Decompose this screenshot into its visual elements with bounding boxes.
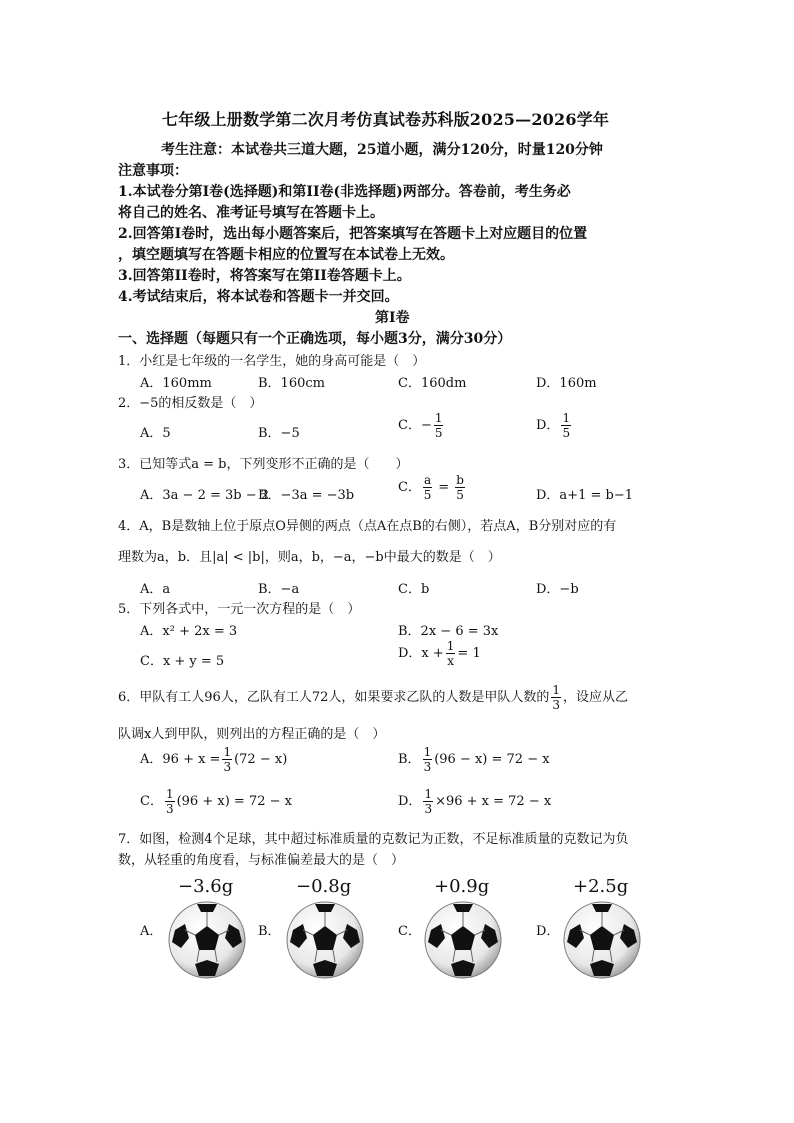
fraction-numerator: 1 [562, 411, 571, 425]
q4-option-c: C．b [398, 582, 430, 597]
q5-option-d-prefix: D．x + [398, 646, 444, 661]
fraction-numerator: 1 [424, 787, 433, 801]
q3-option-d: D．a+1 = b−1 [536, 488, 633, 503]
q5-option-c: C．x + y = 5 [140, 654, 225, 669]
q7-option-b: B． [258, 924, 281, 939]
fraction-denominator: 5 [562, 426, 571, 440]
fraction-denominator: 3 [552, 698, 560, 712]
q2-option-d-prefix: D． [536, 418, 560, 433]
q2-option-c-prefix: C．− [398, 418, 432, 433]
fraction-denominator: x [447, 654, 454, 668]
instruction-line: 1.本试卷分第Ⅰ卷(选择题)和第II卷(非选择题)两部分。答卷前，考生务必 [118, 184, 571, 200]
question-4-line1: 4．A，B是数轴上位于原点O异侧的两点（点A在点B的右侧），若点A，B分别对应的有 [118, 519, 617, 534]
ball-d-mass-label: +2.5g [573, 876, 629, 897]
question-2-stem: 2．−5的相反数是（ ） [118, 396, 263, 411]
q3-option-b: B．−3a = −3b [258, 488, 355, 503]
fraction [222, 746, 232, 773]
question-1-stem: 1．小红是七年级的一名学生，她的身高可能是（ ） [118, 354, 426, 369]
q3-option-a: A．3a − 2 = 3b − 2 [140, 488, 270, 503]
instruction-line: ，填空题填写在答题卡相应的位置写在本试卷上无效。 [118, 247, 454, 263]
question-7-line1: 7．如图，检测4个足球，其中超过标准质量的克数记为正数，不足标准质量的克数记为负 [118, 832, 629, 847]
exam-title: 七年级上册数学第二次月考仿真试卷苏科版2025—2026学年 [162, 110, 610, 129]
fraction-numerator: 1 [434, 411, 443, 425]
ball-b-mass-label: −0.8g [296, 876, 352, 897]
question-6-line1 [118, 684, 628, 711]
q6-option-c-prefix: C． [140, 794, 163, 809]
fraction [423, 474, 432, 501]
soccer-ball-icon [167, 900, 247, 980]
instruction-line: 2.回答第Ⅰ卷时，选出每小题答案后，把答案填写在答题卡上对应题目的位置 [118, 226, 588, 242]
q6-option-c-suffix: (96 + x) = 72 − x [176, 794, 292, 809]
q7-option-c: C． [398, 924, 421, 939]
q6-option-d-prefix: D． [398, 794, 422, 809]
q1-option-c: C．160dm [398, 376, 467, 391]
q6-line1-text: 6．甲队有工人96人，乙队有工人72人，如果要求乙队的人数是甲队人数的 [118, 690, 550, 705]
fraction-denominator: 5 [434, 426, 443, 440]
q6-option-a-prefix: A．96 + x = [140, 752, 221, 767]
q6-line1-tail: ，设应从乙 [563, 690, 629, 705]
fraction-numerator: 1 [423, 745, 432, 759]
q5-option-d [398, 640, 481, 667]
q6-option-b [398, 746, 550, 773]
question-5-stem: 5．下列各式中，一元一次方程的是（ ） [118, 602, 361, 617]
question-6-line2: 队调x人到甲队，则列出的方程正确的是（ ） [118, 727, 386, 742]
fraction [165, 788, 175, 815]
fraction [551, 684, 561, 711]
q6-option-b-suffix: (96 − x) = 72 − x [434, 752, 550, 767]
fraction-denominator: 3 [223, 760, 232, 774]
q4-option-b: B．−a [258, 582, 300, 597]
ball-c-mass-label: +0.9g [434, 876, 490, 897]
fraction-numerator: 1 [552, 683, 560, 697]
fraction [423, 746, 433, 773]
soccer-ball-icon [285, 900, 365, 980]
q4-option-d: D．−b [536, 582, 579, 597]
fraction-denominator: 5 [456, 488, 464, 502]
fraction [561, 412, 571, 439]
q2-option-c [398, 412, 445, 439]
q1-option-a: A．160mm [140, 376, 212, 391]
q6-option-d-suffix: ×96 + x = 72 − x [435, 794, 552, 809]
instruction-line: 3.回答第II卷时，将答案写在第II卷答题卡上。 [118, 268, 411, 284]
fraction-numerator: 1 [446, 639, 455, 653]
q1-option-b: B．160cm [258, 376, 325, 391]
q2-option-b: B．−5 [258, 426, 300, 441]
fraction-numerator: a [423, 473, 432, 487]
equals-sign: = [434, 480, 454, 495]
q4-option-a: A．a [140, 582, 171, 597]
q7-option-a: A． [140, 924, 163, 939]
q6-option-d [398, 788, 551, 815]
q7-option-d: D． [536, 924, 560, 939]
instruction-line: 将自己的姓名、准考证号填写在答题卡上。 [118, 205, 384, 221]
q3-option-c-prefix: C． [398, 480, 421, 495]
fraction [446, 640, 456, 667]
section-title: 一、选择题（每题只有一个正确选项，每小题3分，满分30分） [118, 331, 512, 347]
q6-option-a [140, 746, 287, 773]
question-4-line2: 理数为a，b．且|a| < |b|，则a，b，−a，−b中最大的数是（ ） [118, 550, 501, 565]
fraction-denominator: 5 [423, 488, 432, 502]
instruction-line: 4.考试结束后，将本试卷和答题卡一并交回。 [118, 289, 399, 305]
soccer-ball-icon [423, 900, 503, 980]
q1-option-d: D．160m [536, 376, 597, 391]
fraction-numerator: b [456, 473, 464, 487]
ball-a-mass-label: −3.6g [178, 876, 234, 897]
q2-option-a: A．5 [140, 426, 171, 441]
fraction-numerator: 1 [223, 745, 232, 759]
fraction-numerator: 1 [165, 787, 174, 801]
soccer-ball-icon [562, 900, 642, 980]
question-7-line2: 数，从轻重的角度看，与标准偏差最大的是（ ） [118, 853, 405, 868]
q6-option-a-suffix: (72 − x) [234, 752, 288, 767]
part-title: 第Ⅰ卷 [375, 310, 410, 326]
instructions-heading: 注意事项： [118, 163, 188, 179]
q6-option-b-prefix: B． [398, 752, 421, 767]
fraction-denominator: 3 [423, 760, 432, 774]
fraction [455, 474, 465, 501]
q3-option-c [398, 474, 467, 501]
fraction-denominator: 3 [424, 802, 433, 816]
q5-option-b: B．2x − 6 = 3x [398, 624, 499, 639]
q6-option-c [140, 788, 292, 815]
q5-option-d-suffix: = 1 [457, 646, 481, 661]
fraction [423, 788, 433, 815]
exam-notice: 考生注意：本试卷共三道大题，25道小题，满分120分，时量120分钟 [161, 142, 603, 158]
q2-option-d [536, 412, 573, 439]
fraction-denominator: 3 [165, 802, 174, 816]
question-3-stem: 3．已知等式a = b，下列变形不正确的是（ ） [118, 457, 409, 472]
q5-option-a: A．x² + 2x = 3 [140, 624, 238, 639]
fraction [434, 412, 444, 439]
